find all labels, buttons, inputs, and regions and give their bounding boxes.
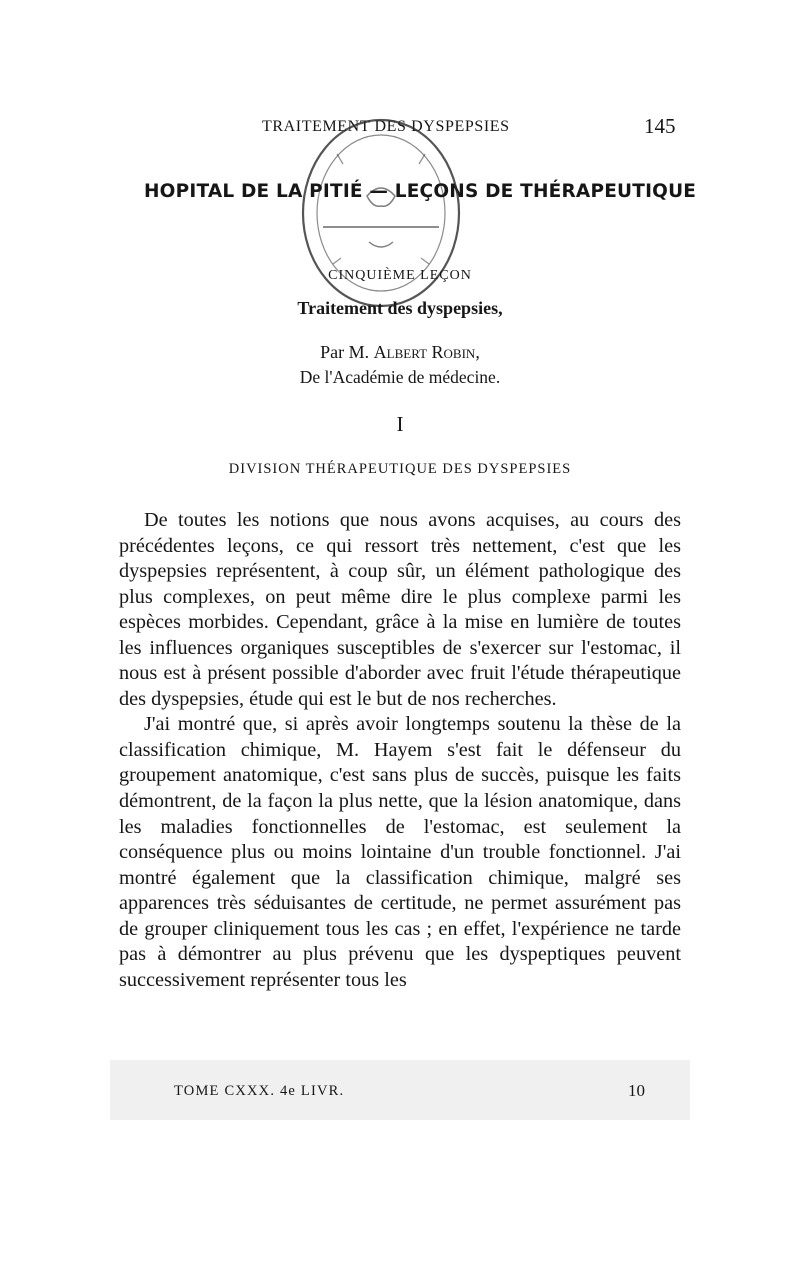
body-text (119, 508, 681, 993)
lecon-number: CINQUIÈME LEÇON (328, 268, 472, 283)
author-name: Albert Robin, (373, 342, 480, 362)
page-number: 145 (644, 114, 676, 138)
author-affiliation: De l'Académie de médecine. (299, 367, 501, 387)
hospital-header: HOPITAL DE LA PITIÉ — LEÇONS DE THÉRAPEUTIQUE (144, 181, 697, 202)
section-numeral: I (396, 412, 404, 436)
tome-signature: TOME CXXX. 4e LIVR. (174, 1083, 345, 1099)
author-prefix: Par M. (320, 342, 374, 362)
page-footer (0, 1083, 800, 1105)
paragraph: J'ai montré que, si après avoir longtemps soutenu la thèse de la classification chimique, M. Hayem s'est fait le défenseur du groupement anatomique, c'est sans plus de succès, puisque les faits démontrent, de la façon la plus nette, que la lésion anatomique, dans les maladies fonctionnelles de l'estomac, est seulement la conséquence plus ou moins lointaine d'un trouble fonctionnel. J'ai montré également que la classification chimique, malgré ses apparences très séduisantes de certitude, ne permet assurément pas de grouper cliniquement tous les cas ; en effet, l'expérience ne tarde pas à démontrer au plus prévenu que les dyspeptiques peuvent successivement représenter tous les (119, 713, 681, 991)
paragraph: De toutes les notions que nous avons acquises, au cours des précédentes leçons, ce qui ressort très nettement, c'est que les dyspepsies représentent, à coup sûr, un élément pathologique des plus complexes, on peut même dire le plus complexe parmi les espèces morbides. Cependant, grâce à la mise en lumière de toutes les influences organiques susceptibles de s'exercer sur l'estomac, il nous est à présent possible d'aborder avec fruit l'étude thérapeutique des dyspepsies, étude qui est le but de nos recherches. (119, 509, 681, 710)
author-line (0, 342, 800, 363)
lecon-title: Traitement des dyspepsies, (297, 298, 503, 318)
sheet-signature: 10 (628, 1081, 645, 1100)
section-title: DIVISION THÉRAPEUTIQUE DES DYSPEPSIES (228, 461, 572, 477)
running-title: TRAITEMENT DES DYSPEPSIES (262, 118, 510, 135)
